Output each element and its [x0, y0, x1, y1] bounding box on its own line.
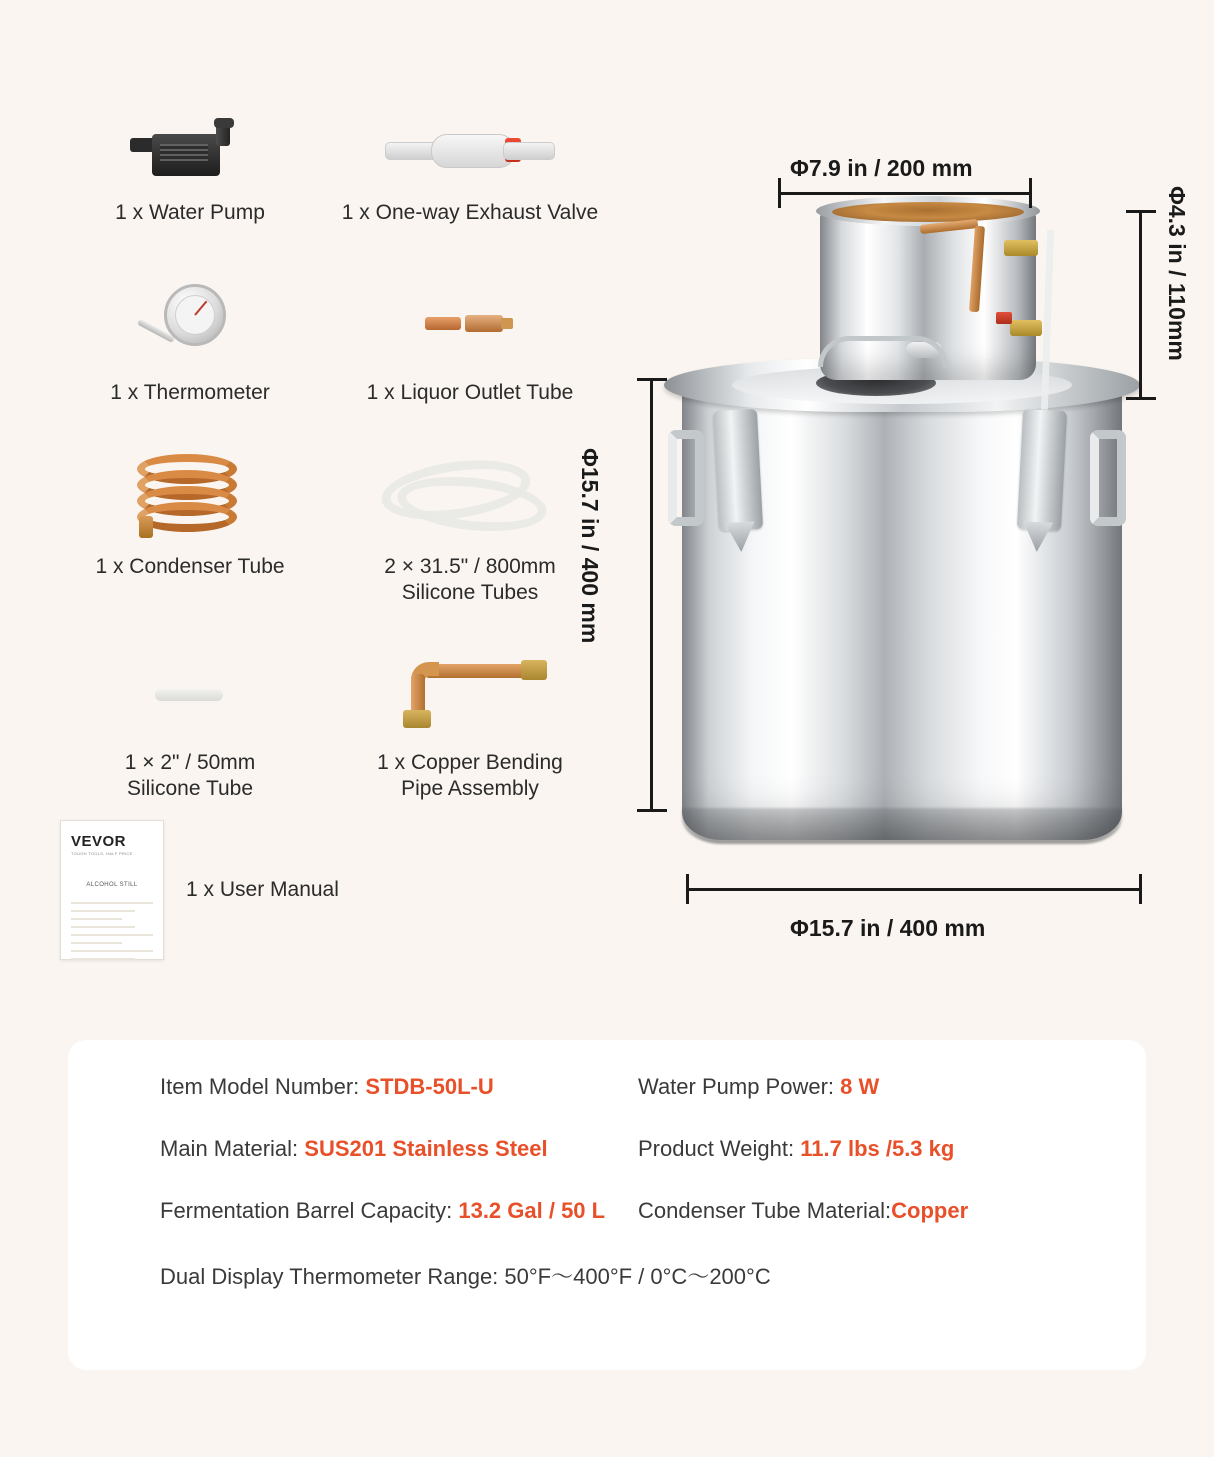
small-silicone-tube-icon: [50, 648, 330, 740]
side-clamp-right: [1017, 409, 1067, 531]
spec-key: Water Pump Power:: [638, 1074, 841, 1099]
exhaust-valve-icon: [330, 110, 610, 190]
silicone-tubes-icon: [330, 452, 610, 544]
spec-item-product-weight: [622, 1136, 1100, 1162]
water-pump-icon: [50, 110, 330, 190]
accessory-label: 1 x Copper Bending Pipe Assembly: [377, 751, 563, 800]
spec-key: Product Weight:: [638, 1136, 801, 1161]
dim-label-drum-diameter: Φ15.7 in / 400 mm: [790, 915, 986, 941]
accessory-item-exhaust-valve: [330, 110, 610, 226]
dim-tick-drum-diameter-right: [1139, 874, 1142, 904]
accessory-item-liquor-outlet-tube: [330, 278, 610, 406]
spec-row: [114, 1136, 1100, 1162]
dim-label-pot-diameter: Φ7.9 in / 200 mm: [790, 155, 973, 181]
dim-label-drum-height: Φ15.7 in / 400 mm: [577, 448, 603, 644]
barrel-handle-left: [668, 430, 704, 526]
spec-value: SUS201 Stainless Steel: [304, 1136, 548, 1161]
accessory-label: 1 x Condenser Tube: [95, 555, 285, 578]
dim-tick-pot-diameter-left: [778, 178, 781, 208]
spec-item-barrel-capacity: [114, 1198, 622, 1224]
dim-tick-drum-height-top: [637, 378, 667, 381]
accessory-item-small-silicone-tube: [50, 648, 330, 802]
brass-fitting-lower-icon: [1010, 320, 1042, 336]
accessory-item-thermometer: [50, 278, 330, 406]
thermometer-icon: [50, 278, 330, 370]
dim-line-drum-height: [650, 378, 653, 812]
spec-item-thermometer-range: [114, 1260, 1100, 1291]
spec-value: 13.2 Gal / 50 L: [458, 1198, 606, 1223]
spec-item-model-number: [114, 1074, 622, 1100]
accessory-item-silicone-tubes: [330, 452, 610, 606]
product-illustration: [620, 130, 1200, 970]
spec-key: Dual Display Thermometer Range:: [160, 1264, 505, 1289]
accessory-label: 2 × 31.5" / 800mm Silicone Tubes: [384, 555, 556, 604]
user-manual-icon: [60, 820, 164, 960]
manual-brand-subtitle: TOUGH TOOLS, HALF PRICE: [71, 851, 133, 856]
red-valve-knob-icon: [996, 312, 1012, 324]
accessory-label: 1 x User Manual: [186, 878, 339, 901]
spec-key: Fermentation Barrel Capacity:: [160, 1198, 459, 1223]
dim-tick-drum-height-bottom: [637, 809, 667, 812]
manual-text-lines: [71, 902, 153, 960]
accessory-item-water-pump: [50, 110, 330, 226]
barrel-handle-right: [1090, 430, 1126, 526]
side-clamp-left: [713, 409, 763, 531]
specification-panel: [68, 1040, 1146, 1370]
accessory-row: [50, 648, 610, 802]
accessory-item-condenser-tube: [50, 452, 330, 606]
spec-row: [114, 1074, 1100, 1100]
accessory-label: 1 x One-way Exhaust Valve: [341, 201, 599, 224]
accessory-row: [50, 452, 610, 606]
accessory-label: 1 x Liquor Outlet Tube: [366, 381, 574, 404]
dim-line-pot-diameter: [778, 192, 1032, 195]
accessory-item-user-manual: [60, 820, 600, 960]
lid-latch-icon: [818, 336, 948, 367]
accessory-item-copper-bending-pipe: [330, 648, 610, 802]
condenser-coil-icon: [50, 452, 330, 544]
dim-tick-pot-height-top: [1126, 210, 1156, 213]
spec-row: [114, 1260, 1100, 1291]
dim-line-pot-height: [1139, 210, 1142, 400]
spec-value: Copper: [891, 1198, 969, 1223]
spec-key: Main Material:: [160, 1136, 305, 1161]
dim-tick-pot-diameter-right: [1029, 178, 1032, 208]
spec-value: 11.7 lbs /5.3 kg: [800, 1136, 955, 1161]
accessory-label: 1 × 2" / 50mm Silicone Tube: [124, 751, 256, 800]
accessory-label: 1 x Thermometer: [110, 381, 270, 404]
dim-label-pot-height: Φ4.3 in / 110mm: [1164, 186, 1190, 361]
spec-item-pump-power: [622, 1074, 1100, 1100]
accessory-row: [50, 278, 610, 406]
manual-brand: VEVOR: [71, 833, 127, 850]
dim-tick-pot-height-bottom: [1126, 397, 1156, 400]
spec-value: 8 W: [840, 1074, 880, 1099]
upper-pot-copper-interior: [832, 202, 1024, 222]
copper-bending-pipe-icon: [330, 648, 610, 740]
spec-row: [114, 1198, 1100, 1224]
liquor-outlet-tube-icon: [330, 278, 610, 370]
accessory-label: 1 x Water Pump: [115, 201, 265, 224]
dim-line-drum-diameter: [686, 888, 1142, 891]
spec-key: Item Model Number:: [160, 1074, 366, 1099]
spec-value: STDB-50L-U: [365, 1074, 494, 1099]
spec-value: 50°F～400°F / 0°C～200°C: [504, 1264, 771, 1289]
specification-grid: [68, 1040, 1146, 1370]
dim-tick-drum-diameter-left: [686, 874, 689, 904]
spec-key: Condenser Tube Material:: [638, 1198, 892, 1223]
manual-doc-title: ALCOHOL STILL: [86, 882, 138, 888]
spec-item-main-material: [114, 1136, 622, 1162]
spec-item-condenser-material: [622, 1198, 1100, 1224]
brass-fitting-upper-icon: [1004, 240, 1038, 256]
accessory-list: [50, 110, 610, 802]
accessory-row: [50, 110, 610, 226]
